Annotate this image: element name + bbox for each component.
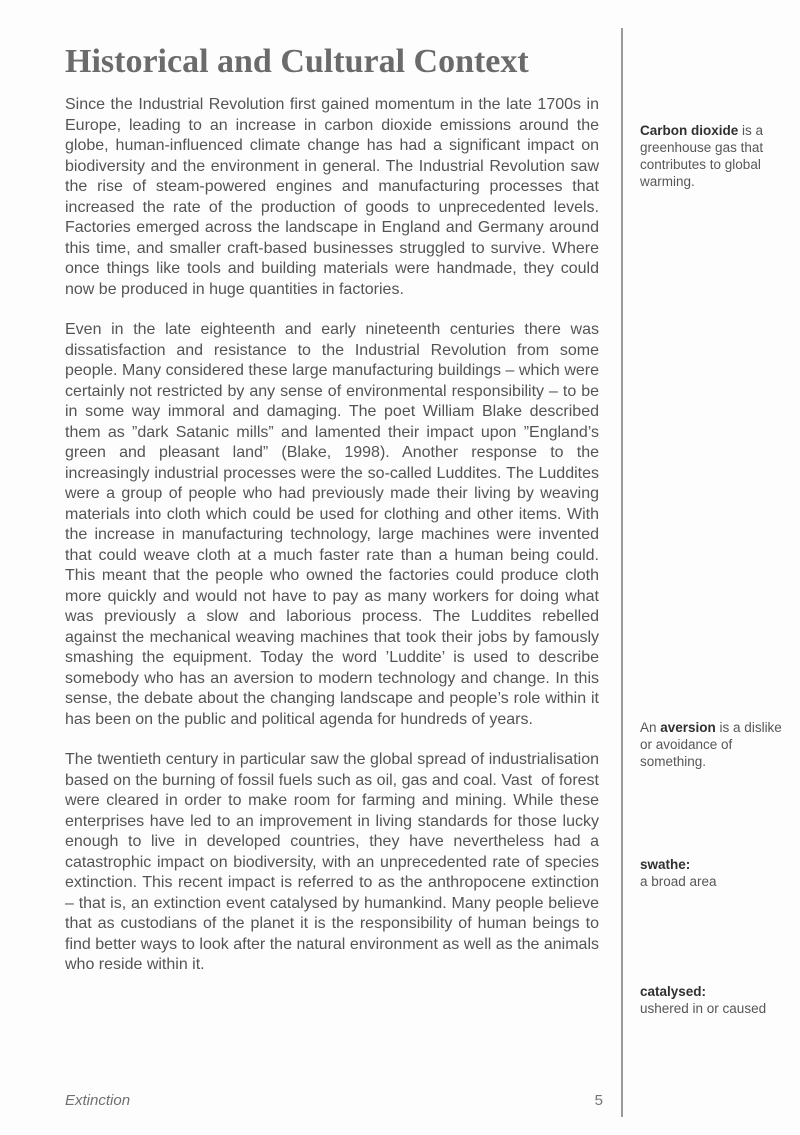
note-term: swathe:: [640, 857, 691, 872]
note-definition: is a greenhouse gas that contributes to global warming.: [640, 123, 764, 189]
footer-page-number: 5: [594, 1092, 603, 1109]
column-divider-rule: [621, 28, 623, 1117]
margin-note-aversion: [640, 719, 792, 770]
paragraph-industrial-revolution: Since the Industrial Revolution first gained momentum in the late 1700s in Europe, leading to an increase in carbon dioxide emissions around the globe, human-influenced climate change has had a significant impact on biodiversity and the environment in general. The Industrial Revolution saw the rise of steam-powered engines and manufacturing processes that increased the rate of the production of goods to unprecedented levels. Factories emerged across the landscape in England and Germany around this time, and smaller craft-based businesses struggled to survive. Where once things like tools and building materials were handmade, they could now be produced in huge quantities in factories.: [65, 96, 599, 298]
note-term: catalysed:: [640, 984, 707, 999]
main-text-column: [65, 42, 599, 996]
paragraph-luddites: Even in the late eighteenth and early nineteenth centuries there was dissatisfaction and resistance to the Industrial Revolution from some people. Many considered these large manufacturing buildings – which were certainly not restricted by any sense of environmental responsibility – to be in some way immoral and damaging. The poet William Blake described them as ”dark Satanic mills” and lamented their impact upon ”England’s green and pleasant land” (Blake, 1998). Another response to the increasingly industrial processes were the so-called Luddites. The Luddites were a group of people who had previously made their living by weaving materials into cloth which could be used for clothing and other items. With the increase in manufacturing technology, large machines were invented that could weave cloth at a much faster rate than a human being could. This meant that the people who owned the factories could produce cloth more quickly and would not have to pay as many workers for doing what was previously a slow and laborious process. The Luddites rebelled against the mechanical weaving machines that took their jobs by famously smashing the equipment. Today the word ’Luddite’ is used to describe somebody who has an aversion to modern technology and change. In this sense, the debate about the changing landscape and people’s role within it has been on the public and political agenda for hundreds of years.: [65, 321, 599, 728]
note-term: Carbon dioxide: [640, 123, 739, 138]
page-footer: [65, 1092, 603, 1109]
margin-note-swathe: [640, 856, 792, 890]
margin-note-catalysed: [640, 983, 792, 1017]
footer-book-title: Extinction: [65, 1092, 131, 1109]
margin-note-carbon-dioxide: [640, 122, 792, 190]
page-title: Historical and Cultural Context: [65, 43, 529, 80]
note-definition: ushered in or caused: [640, 1001, 767, 1016]
note-definition: is a dislike or avoidance of something.: [640, 720, 782, 769]
paragraph-twentieth-century: The twentieth century in particular saw the global spread of industrialisation based on the burning of fossil fuels such as oil, gas and coal. Vast of forest were cleared in order to make room for farming and mining. While these enterprises have led to an improvement in living standards for those lucky enough to live in developed countries, they have nevertheless had a catastrophic impact on biodiversity, with an unprecedented rate of species extinction. This recent impact is referred to as the anthropocene extinction – that is, an extinction event catalysed by humankind. Many people believe that as custodians of the planet it is the responsibility of human beings to find better ways to look after the natural environment as well as the animals who reside within it.: [65, 751, 599, 973]
note-prefix: An: [640, 720, 661, 735]
note-term: aversion: [660, 720, 716, 735]
note-definition: a broad area: [640, 874, 717, 889]
